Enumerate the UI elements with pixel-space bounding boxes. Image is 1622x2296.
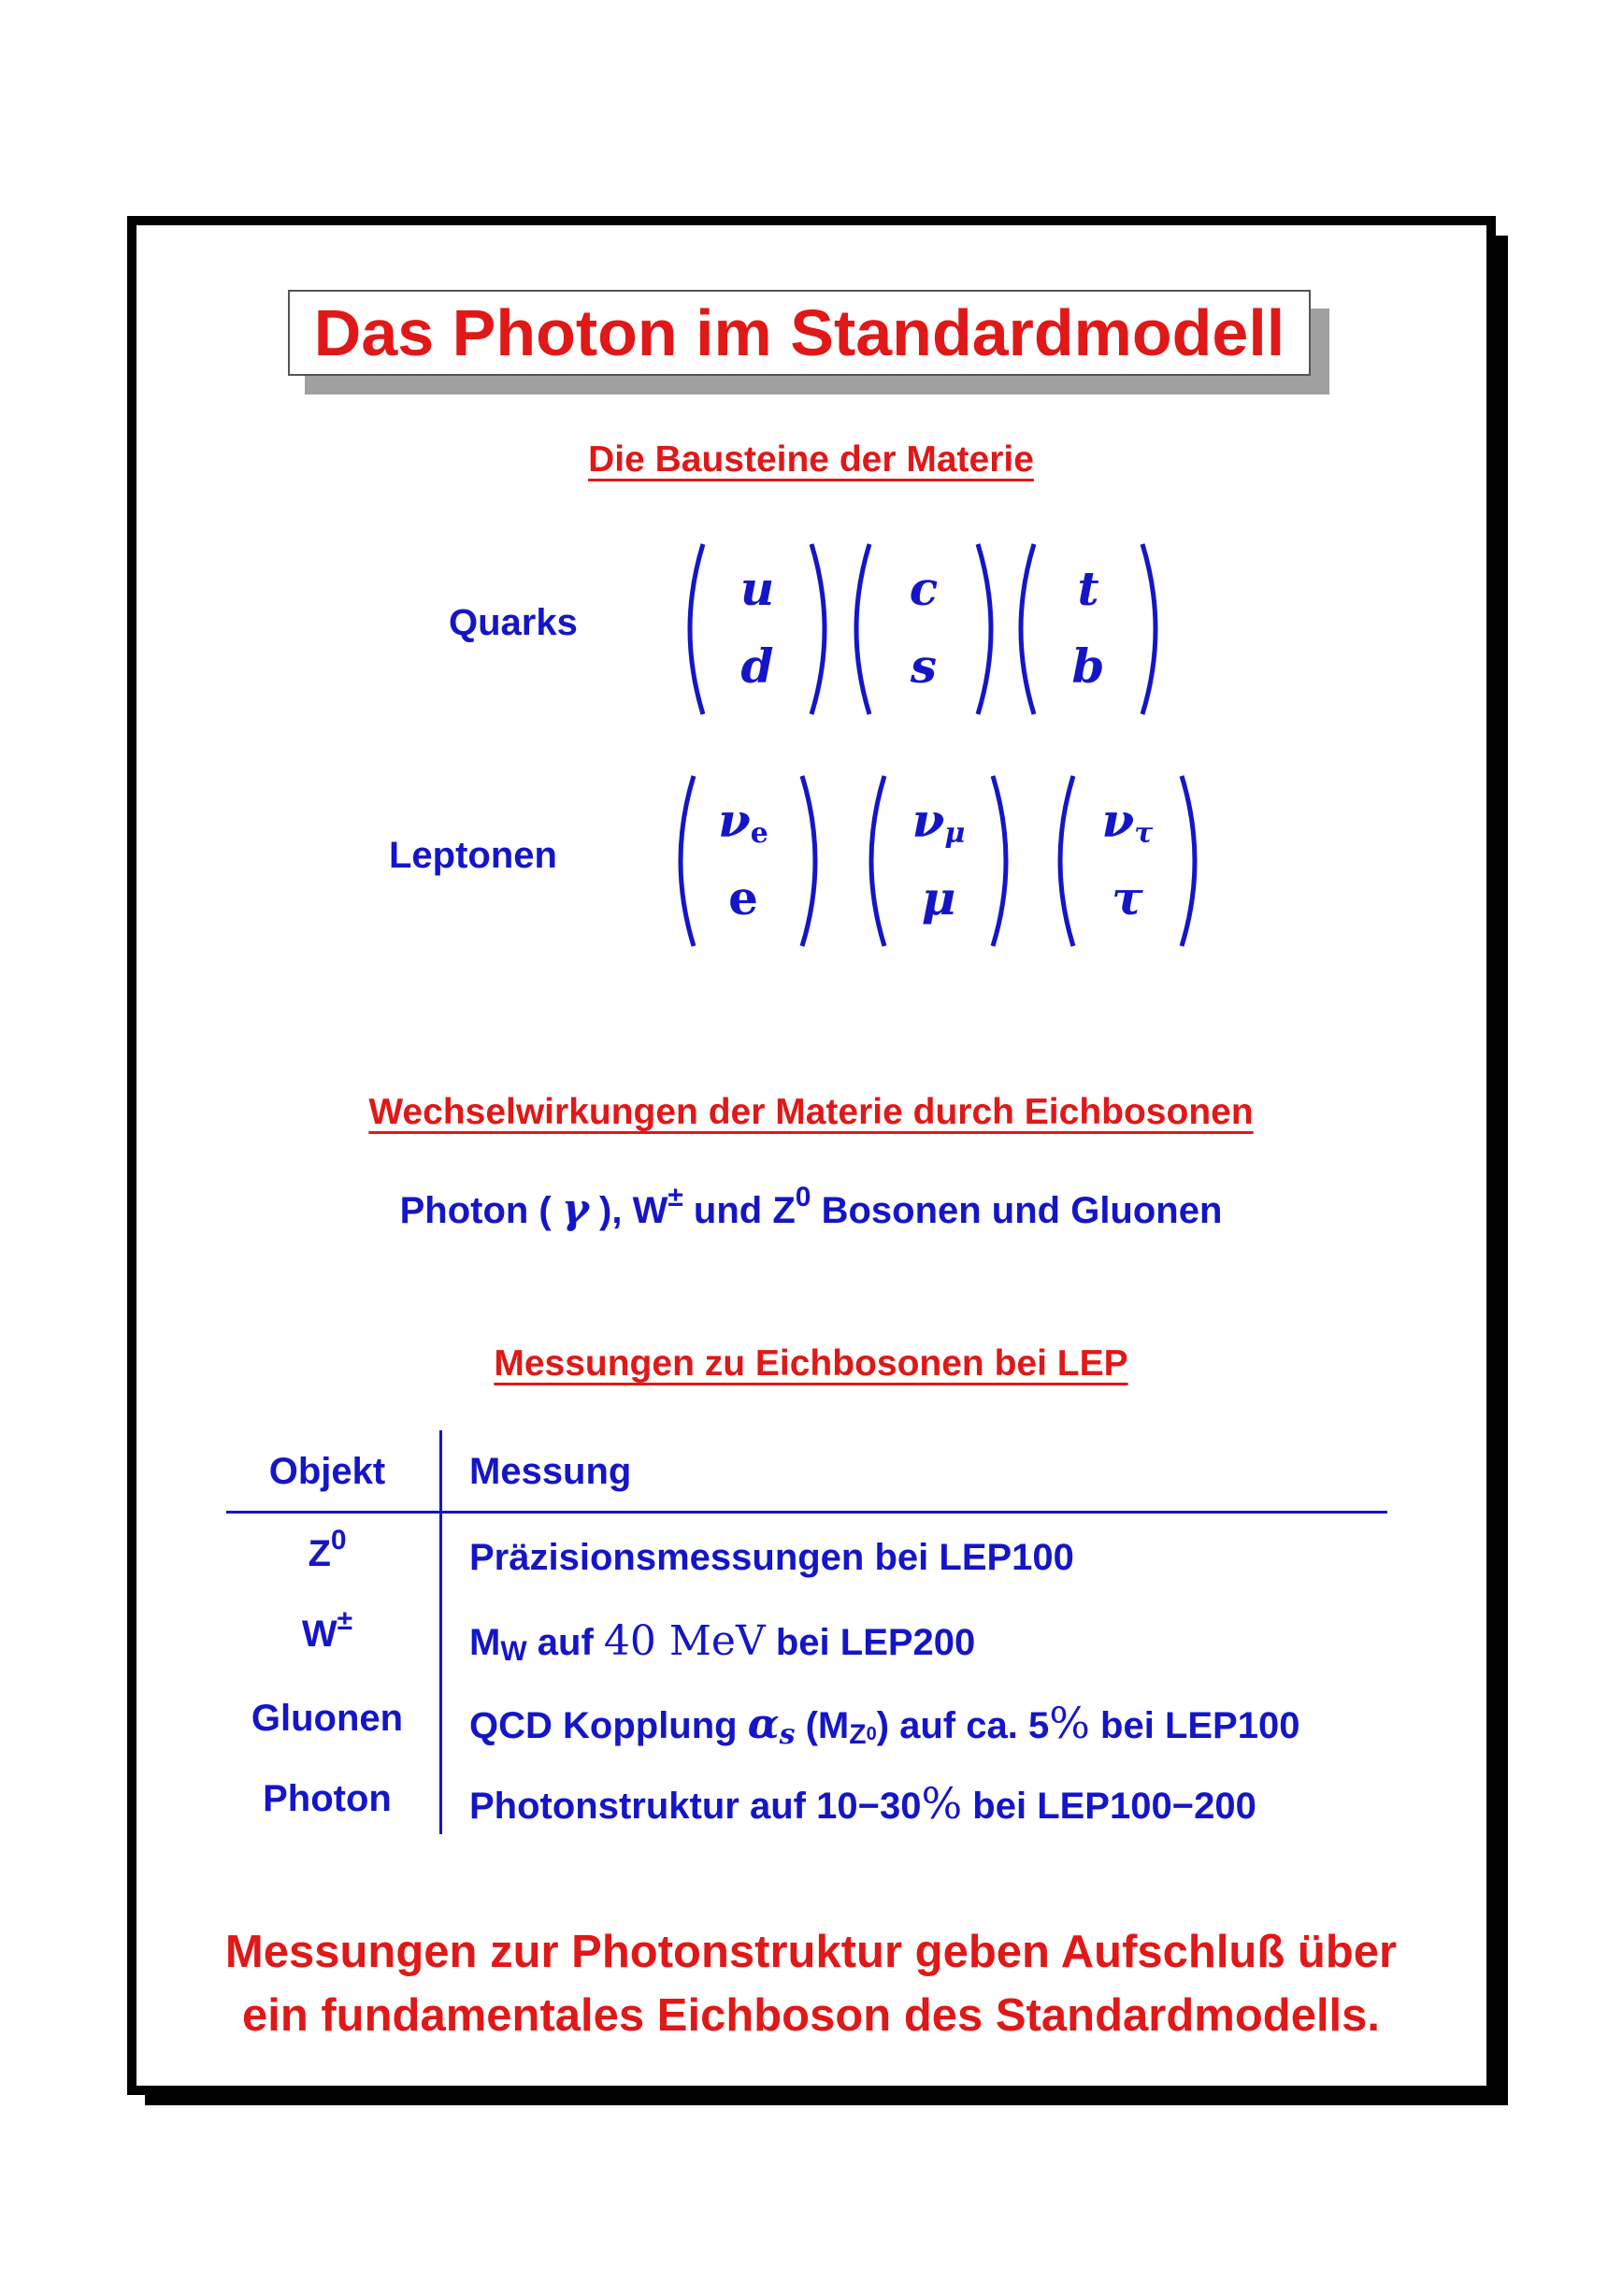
table-header-objekt: Objekt [268,1451,386,1492]
quark-bottom: s [910,639,938,694]
right-paren-icon [804,540,841,718]
table-row-object: Gluonen [251,1698,404,1739]
right-paren-icon [985,772,1023,950]
quark-bottom: b [1071,639,1105,694]
lepton-bottom: e [728,870,758,926]
lepton-bottom: τ [1112,870,1143,926]
right-paren-icon [970,540,1008,718]
conclusion-line-2: ein fundamentales Eichboson des Standardmodells. [241,1990,1381,2041]
quark-doublet-1 [673,540,841,718]
table-header-messung: Messung [469,1451,632,1492]
table-horizontal-rule [226,1511,1387,1514]
table-row-measurement: $M_W$ auf 40 MeV bei LEP200 [469,1617,976,1667]
quark-top: t [1077,561,1099,616]
lepton-top: $\nu_e$ [718,793,768,850]
gauge-bosons-line: Photon ( γ ), W± und $Z^0$ Bosonen und Gluonen [399,1182,1223,1233]
page-title: Das Photon im Standardmodell [313,296,1285,369]
table-row-measurement: QCD Kopplung $\alpha_s$ $(M_Z^0)$ auf ca. 5% bei LEP100 [469,1698,1300,1751]
lepton-doublet-2 [854,772,1023,950]
quark-doublet-2 [840,540,1008,718]
lepton-doublet-3 [1043,772,1212,950]
table-row-object: Photon [263,1778,392,1819]
quark-top: c [909,561,939,616]
quarks-label: Quarks [449,602,578,643]
lepton-bottom: μ [921,870,956,926]
table-row-object: $Z^0$ [308,1525,347,1574]
lepton-doublet-1 [664,772,823,950]
title-box [288,290,1311,376]
section3-heading: Messungen zu Eichbosonen bei LEP [494,1343,1128,1384]
right-paren-icon [1135,540,1172,718]
section1-heading: Die Bausteine der Materie [588,439,1034,480]
right-paren-icon [795,772,832,950]
table-row-object: W± [301,1605,353,1655]
section2-heading: Wechselwirkungen der Materie durch Eichbosonen [368,1092,1254,1132]
table-row-measurement: Photonstruktur auf 10−30% bei LEP100−200 [469,1778,1256,1829]
lepton-top: $\nu_\tau$ [1101,793,1154,850]
right-paren-icon [1174,772,1212,950]
quark-top: u [739,561,775,616]
quark-doublet-3 [1004,540,1172,718]
lepton-top: $\nu_\mu$ [911,793,966,850]
conclusion-line-1: Messungen zur Photonstruktur geben Aufschluß über [224,1927,1398,1977]
leptons-label: Leptonen [389,835,557,876]
table-vertical-rule [439,1430,442,1834]
quark-bottom: d [740,639,774,694]
table-row-measurement: Präzisionsmessungen bei LEP100 [469,1537,1074,1578]
